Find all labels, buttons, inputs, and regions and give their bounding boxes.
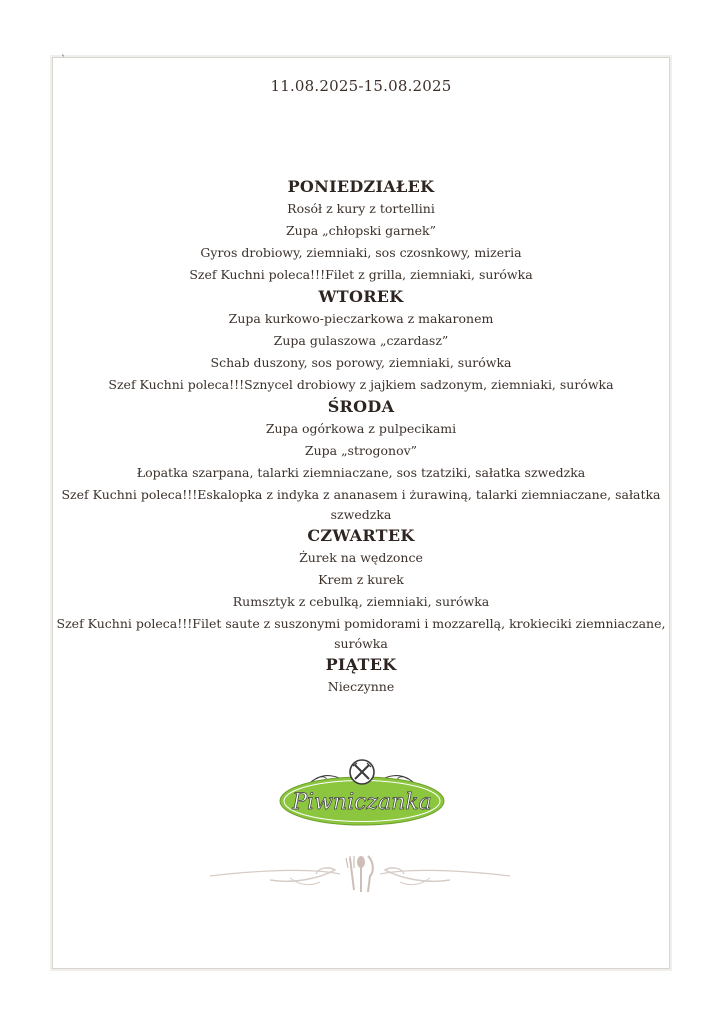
dish-item: Rumsztyk z cebulką, ziemniaki, surówka (232, 594, 490, 609)
dish-item: Szef Kuchni poleca!!!Sznycel drobiowy z jajkiem sadzonym, ziemniaki, surówka (108, 377, 614, 392)
dish-item: Nieczynne (327, 679, 395, 694)
day-title: PONIEDZIAŁEK (287, 177, 435, 196)
dish-item: Szef Kuchni poleca!!!Eskalopka z indyka z ananasem i żurawiną, talarki ziemniaczane, sałatka szwedzka (61, 487, 661, 522)
logo-text: Piwniczanka (292, 790, 432, 815)
dish-item: Szef Kuchni poleca!!!Filet z grilla, ziemniaki, surówka (189, 267, 533, 282)
logo-graphic (278, 755, 446, 827)
day-section-monday (52, 176, 670, 286)
dish-item: Gyros drobiowy, ziemniaki, sos czosnkowy, mizeria (200, 245, 522, 260)
day-section-friday (52, 654, 670, 698)
dish-item: Schab duszony, sos porowy, ziemniaki, surówka (210, 355, 512, 370)
day-title: ŚRODA (327, 397, 395, 416)
dish-item: Zupa „chłopski garnek” (285, 223, 437, 238)
day-title: WTOREK (318, 287, 404, 306)
tick-mark: ` (61, 55, 66, 66)
day-title: CZWARTEK (307, 526, 415, 545)
cutlery-flourish-icon (200, 850, 520, 898)
day-section-wednesday (52, 396, 670, 525)
fork-knife-icon (350, 760, 374, 784)
day-title: PIĄTEK (325, 655, 397, 674)
dish-item: Zupa gulaszowa „czardasz” (273, 333, 449, 348)
dish-item: Krem z kurek (318, 572, 404, 587)
dish-item: Szef Kuchni poleca!!!Filet saute z suszonymi pomidorami i mozzarellą, krokieciki ziemniaczane, surówka (56, 616, 666, 651)
date-range: 11.08.2025-15.08.2025 (270, 77, 452, 95)
dish-item: Rosół z kury z tortellini (287, 201, 435, 216)
dish-item: Zupa ogórkowa z pulpecikami (265, 421, 457, 436)
dish-item: Łopatka szarpana, talarki ziemniaczane, sos tzatziki, sałatka szwedzka (136, 465, 586, 480)
dish-item: Zupa kurkowo-pieczarkowa z makaronem (228, 311, 494, 326)
day-section-tuesday (52, 286, 670, 396)
restaurant-logo (278, 755, 446, 827)
dish-item: Żurek na wędzonce (299, 550, 423, 565)
dish-item: Zupa „strogonov” (304, 443, 418, 458)
day-section-thursday (52, 525, 670, 654)
weekly-menu (52, 176, 670, 698)
